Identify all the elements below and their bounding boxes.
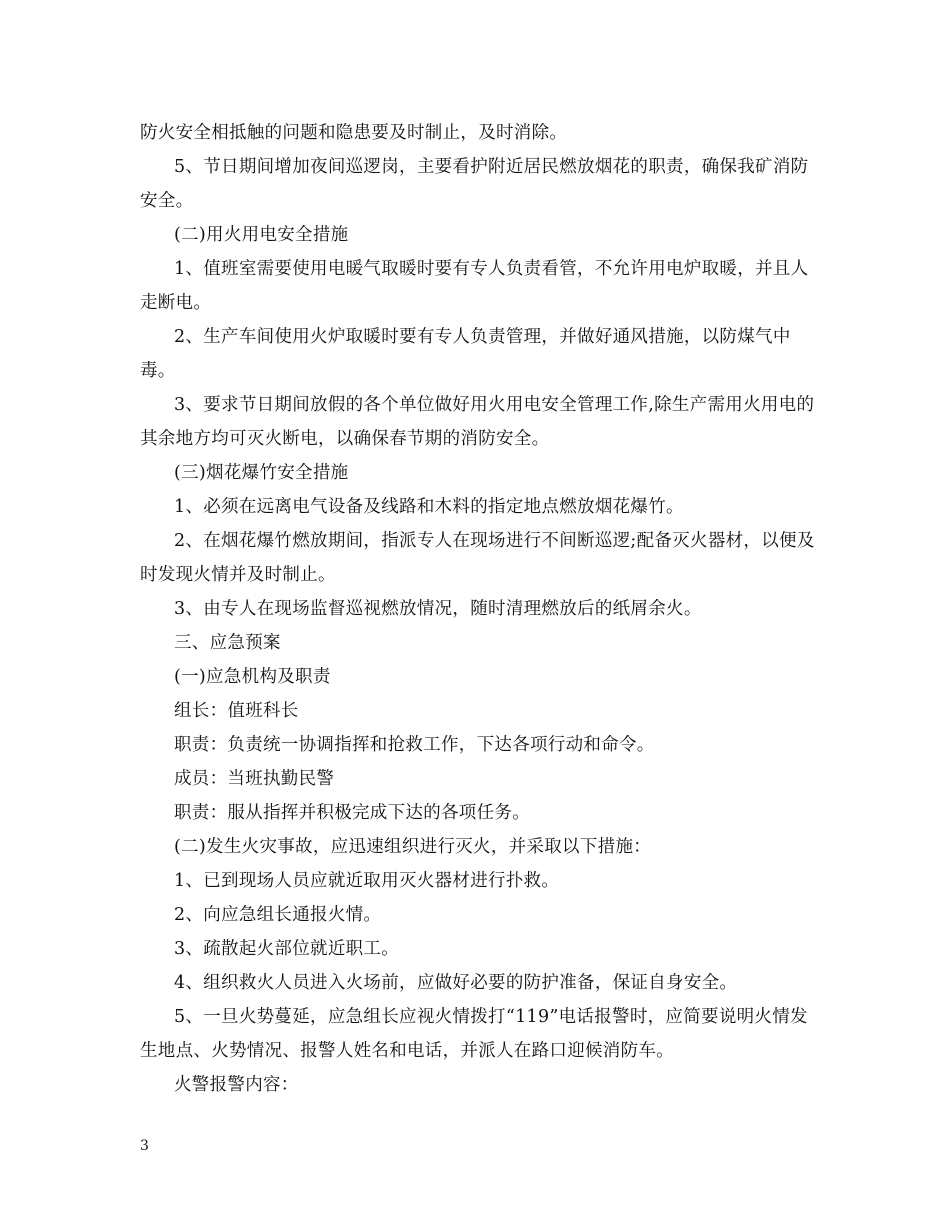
paragraph-response-step-2: 2、向应急组长通报火情。 [174, 905, 382, 925]
paragraph-alarm-content-label: 火警报警内容： [174, 1075, 299, 1095]
paragraph-leader-duties: 职责：负责统一协调指挥和抢救工作，下达各项行动和命令。 [174, 735, 655, 755]
paragraph-response-step-3: 3、疏散起火部位就近职工。 [174, 939, 400, 959]
paragraph-member-duties: 职责：服从指挥并积极完成下达的各项任务。 [174, 803, 530, 823]
paragraph-night-patrol: 5、节日期间增加夜间巡逻岗，主要看护附近居民燃放烟花的职责，确保我矿消防安全。 [140, 157, 809, 211]
section-heading-fireworks-safety: (三)烟花爆竹安全措施 [174, 463, 349, 483]
section-heading-emergency-organization: (一)应急机构及职责 [174, 667, 331, 687]
paragraph-response-step-1: 1、已到现场人员应就近取用灭火器材进行扑救。 [174, 871, 560, 891]
paragraph-team-leader: 组长：值班科长 [174, 701, 299, 721]
paragraph-response-step-4: 4、组织救火人员进入火场前，应做好必要的防护准备，保证自身安全。 [174, 973, 738, 993]
section-heading-fire-electric-safety: (二)用火用电安全措施 [174, 225, 349, 245]
paragraph-fireworks-supervision: 3、由专人在现场监督巡视燃放情况，随时清理燃放后的纸屑余火。 [174, 599, 702, 619]
page-number: 3 [140, 1138, 149, 1154]
paragraph-fireworks-location: 1、必须在远离电气设备及线路和木料的指定地点燃放烟花爆竹。 [174, 497, 684, 517]
paragraph-continued-text: 防火安全相抵触的问题和隐患要及时制止，及时消除。 [140, 123, 568, 143]
paragraph-fireworks-patrol: 2、在烟花爆竹燃放期间，指派专人在现场进行不间断巡逻;配备灭火器材，以便及时发现火情并及时制止。 [140, 531, 815, 585]
paragraph-response-step-5: 5、一旦火势蔓延，应急组长应视火情拨打“119”电话报警时，应简要说明火情发生地点、火势情况、报警人姓名和电话，并派人在路口迎候消防车。 [140, 1007, 808, 1061]
document-body [140, 116, 816, 1102]
paragraph-members: 成员：当班执勤民警 [174, 769, 335, 789]
paragraph-duty-room-heating: 1、值班室需要使用电暖气取暖时要有专人负责看管，不允许用电炉取暖，并且人走断电。 [140, 259, 809, 313]
section-heading-fire-response: (二)发生火灾事故，应迅速组织进行灭火，并采取以下措施： [174, 837, 652, 857]
paragraph-holiday-power-off: 3、要求节日期间放假的各个单位做好用火用电安全管理工作,除生产需用火用电的其余地方均可灭火断电，以确保春节期的消防安全。 [140, 395, 815, 449]
paragraph-workshop-stove: 2、生产车间使用火炉取暖时要有专人负责管理，并做好通风措施，以防煤气中毒。 [140, 327, 791, 381]
section-heading-emergency-plan: 三、应急预案 [174, 633, 281, 653]
